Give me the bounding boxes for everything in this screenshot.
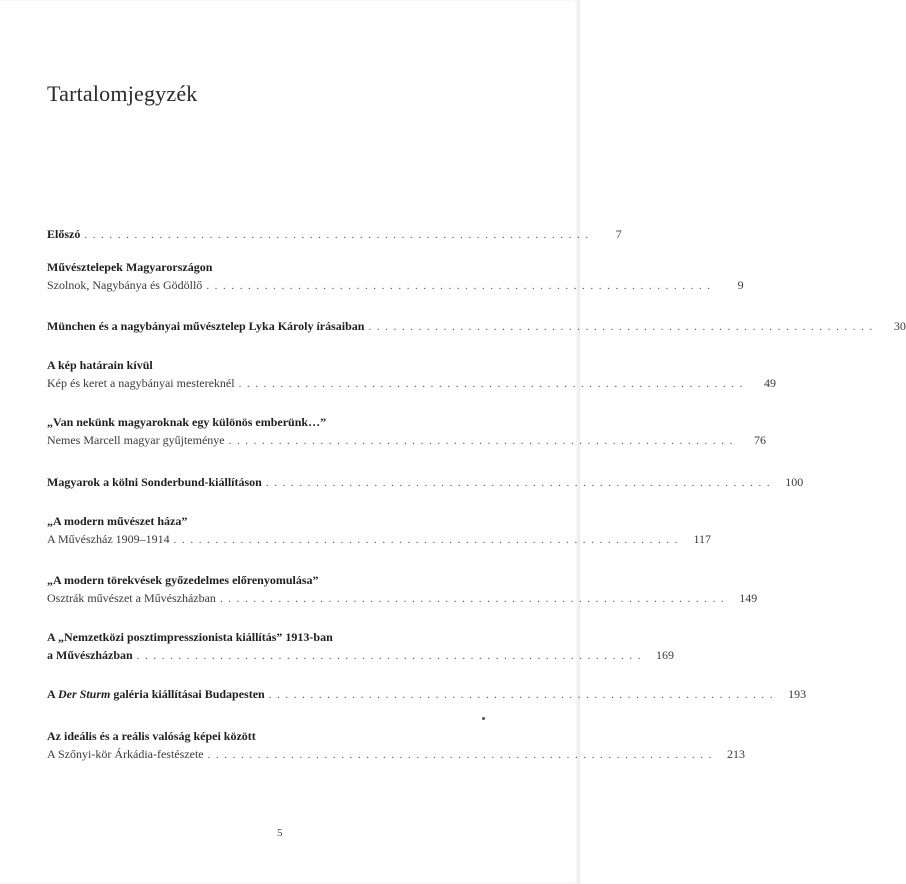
toc-line bbox=[47, 530, 712, 548]
toc-entry-title: a Művészházban bbox=[47, 648, 133, 662]
toc-line bbox=[47, 589, 758, 607]
toc-line bbox=[47, 646, 675, 664]
toc-page-number: 49 bbox=[763, 376, 776, 390]
toc-entry-subtitle: A Szőnyi-kör Árkádia-festészete bbox=[47, 747, 204, 761]
dot-leader: ............................................................. bbox=[368, 321, 878, 333]
toc-entry-title: München és a nagybányai művésztelep Lyka Károly írásaiban bbox=[47, 319, 365, 333]
toc-line bbox=[47, 685, 807, 703]
dot-leader: ............................................................. bbox=[265, 477, 776, 489]
toc-page-number: 7 bbox=[615, 227, 622, 241]
toc-line bbox=[47, 745, 745, 763]
ink-speck bbox=[482, 717, 485, 720]
toc-entry-heading: „A modern törekvések győzedelmes előrenyomulása” bbox=[47, 573, 319, 587]
dot-leader: ............................................................. bbox=[84, 229, 594, 241]
toc-page-number: 117 bbox=[693, 532, 712, 546]
toc-entry bbox=[47, 317, 906, 335]
toc-entry-subtitle: Osztrák művészet a Művészházban bbox=[47, 591, 216, 605]
toc-line bbox=[47, 473, 804, 491]
toc-entry bbox=[47, 512, 712, 548]
toc-page-number: 193 bbox=[788, 687, 807, 701]
toc-entry-title: Magyarok a kölni Sonderbund-kiállításon bbox=[47, 475, 262, 489]
toc-line bbox=[47, 317, 906, 335]
toc-entry-heading: Az ideális és a reális valóság képei között bbox=[47, 729, 256, 743]
toc-entry bbox=[47, 628, 675, 664]
toc-line bbox=[47, 374, 776, 392]
toc-entry bbox=[47, 258, 744, 294]
toc-entry-subtitle: Kép és keret a nagybányai mestereknél bbox=[47, 376, 235, 390]
toc-entry-title: Előszó bbox=[47, 227, 81, 241]
toc-entry bbox=[47, 727, 745, 763]
toc-entry bbox=[47, 225, 622, 243]
toc-page-number: 76 bbox=[753, 433, 766, 447]
toc-entry-subtitle: Nemes Marcell magyar gyűjteménye bbox=[47, 433, 225, 447]
toc-entry-subtitle: A Művészház 1909–1914 bbox=[47, 532, 170, 546]
toc-line bbox=[47, 431, 766, 449]
toc-page-number: 100 bbox=[785, 475, 804, 489]
dot-leader: ............................................................. bbox=[207, 749, 717, 761]
toc-entry-title-rest: galéria kiállításai Budapesten bbox=[110, 687, 265, 701]
page-title: Tartalomjegyzék bbox=[47, 80, 198, 106]
toc-line bbox=[47, 225, 622, 243]
toc-line bbox=[47, 276, 744, 294]
toc-entry bbox=[47, 685, 807, 703]
toc-page-number: 149 bbox=[739, 591, 758, 605]
toc-entry-heading: A kép határain kívül bbox=[47, 358, 153, 372]
dot-leader: ............................................................. bbox=[228, 435, 738, 447]
dot-leader: ............................................................. bbox=[173, 534, 684, 546]
dot-leader: ............................................................. bbox=[238, 378, 748, 390]
dot-leader: ............................................................. bbox=[206, 280, 716, 292]
toc-entry bbox=[47, 571, 758, 607]
toc-entry-heading: „A modern művészet háza” bbox=[47, 514, 188, 528]
page-number: 5 bbox=[277, 827, 283, 839]
toc-entry-subtitle: Szolnok, Nagybánya és Gödöllő bbox=[47, 278, 203, 292]
dot-leader: ............................................................. bbox=[136, 650, 647, 662]
toc-entry bbox=[47, 473, 804, 491]
toc-entry bbox=[47, 413, 766, 449]
toc-page-number: 9 bbox=[737, 278, 744, 292]
dot-leader: ............................................................. bbox=[268, 689, 779, 701]
toc-entry-title-prefix: A bbox=[47, 687, 59, 701]
toc-page-number: 169 bbox=[656, 648, 675, 662]
toc-entry-title bbox=[47, 685, 265, 703]
toc-page-number: 30 bbox=[893, 319, 906, 333]
toc-entry-title-italic: Der Sturm bbox=[58, 687, 111, 701]
toc-entry-heading: A „Nemzetközi posztimpresszionista kiállítás” 1913-ban bbox=[47, 630, 333, 644]
toc-entry-heading: „Van nekünk magyaroknak egy különös emberünk…” bbox=[47, 415, 327, 429]
toc-entry-heading: Művésztelepek Magyarországon bbox=[47, 260, 213, 274]
toc-page-number: 213 bbox=[726, 747, 745, 761]
dot-leader: ............................................................. bbox=[219, 593, 730, 605]
toc-entry bbox=[47, 356, 776, 392]
